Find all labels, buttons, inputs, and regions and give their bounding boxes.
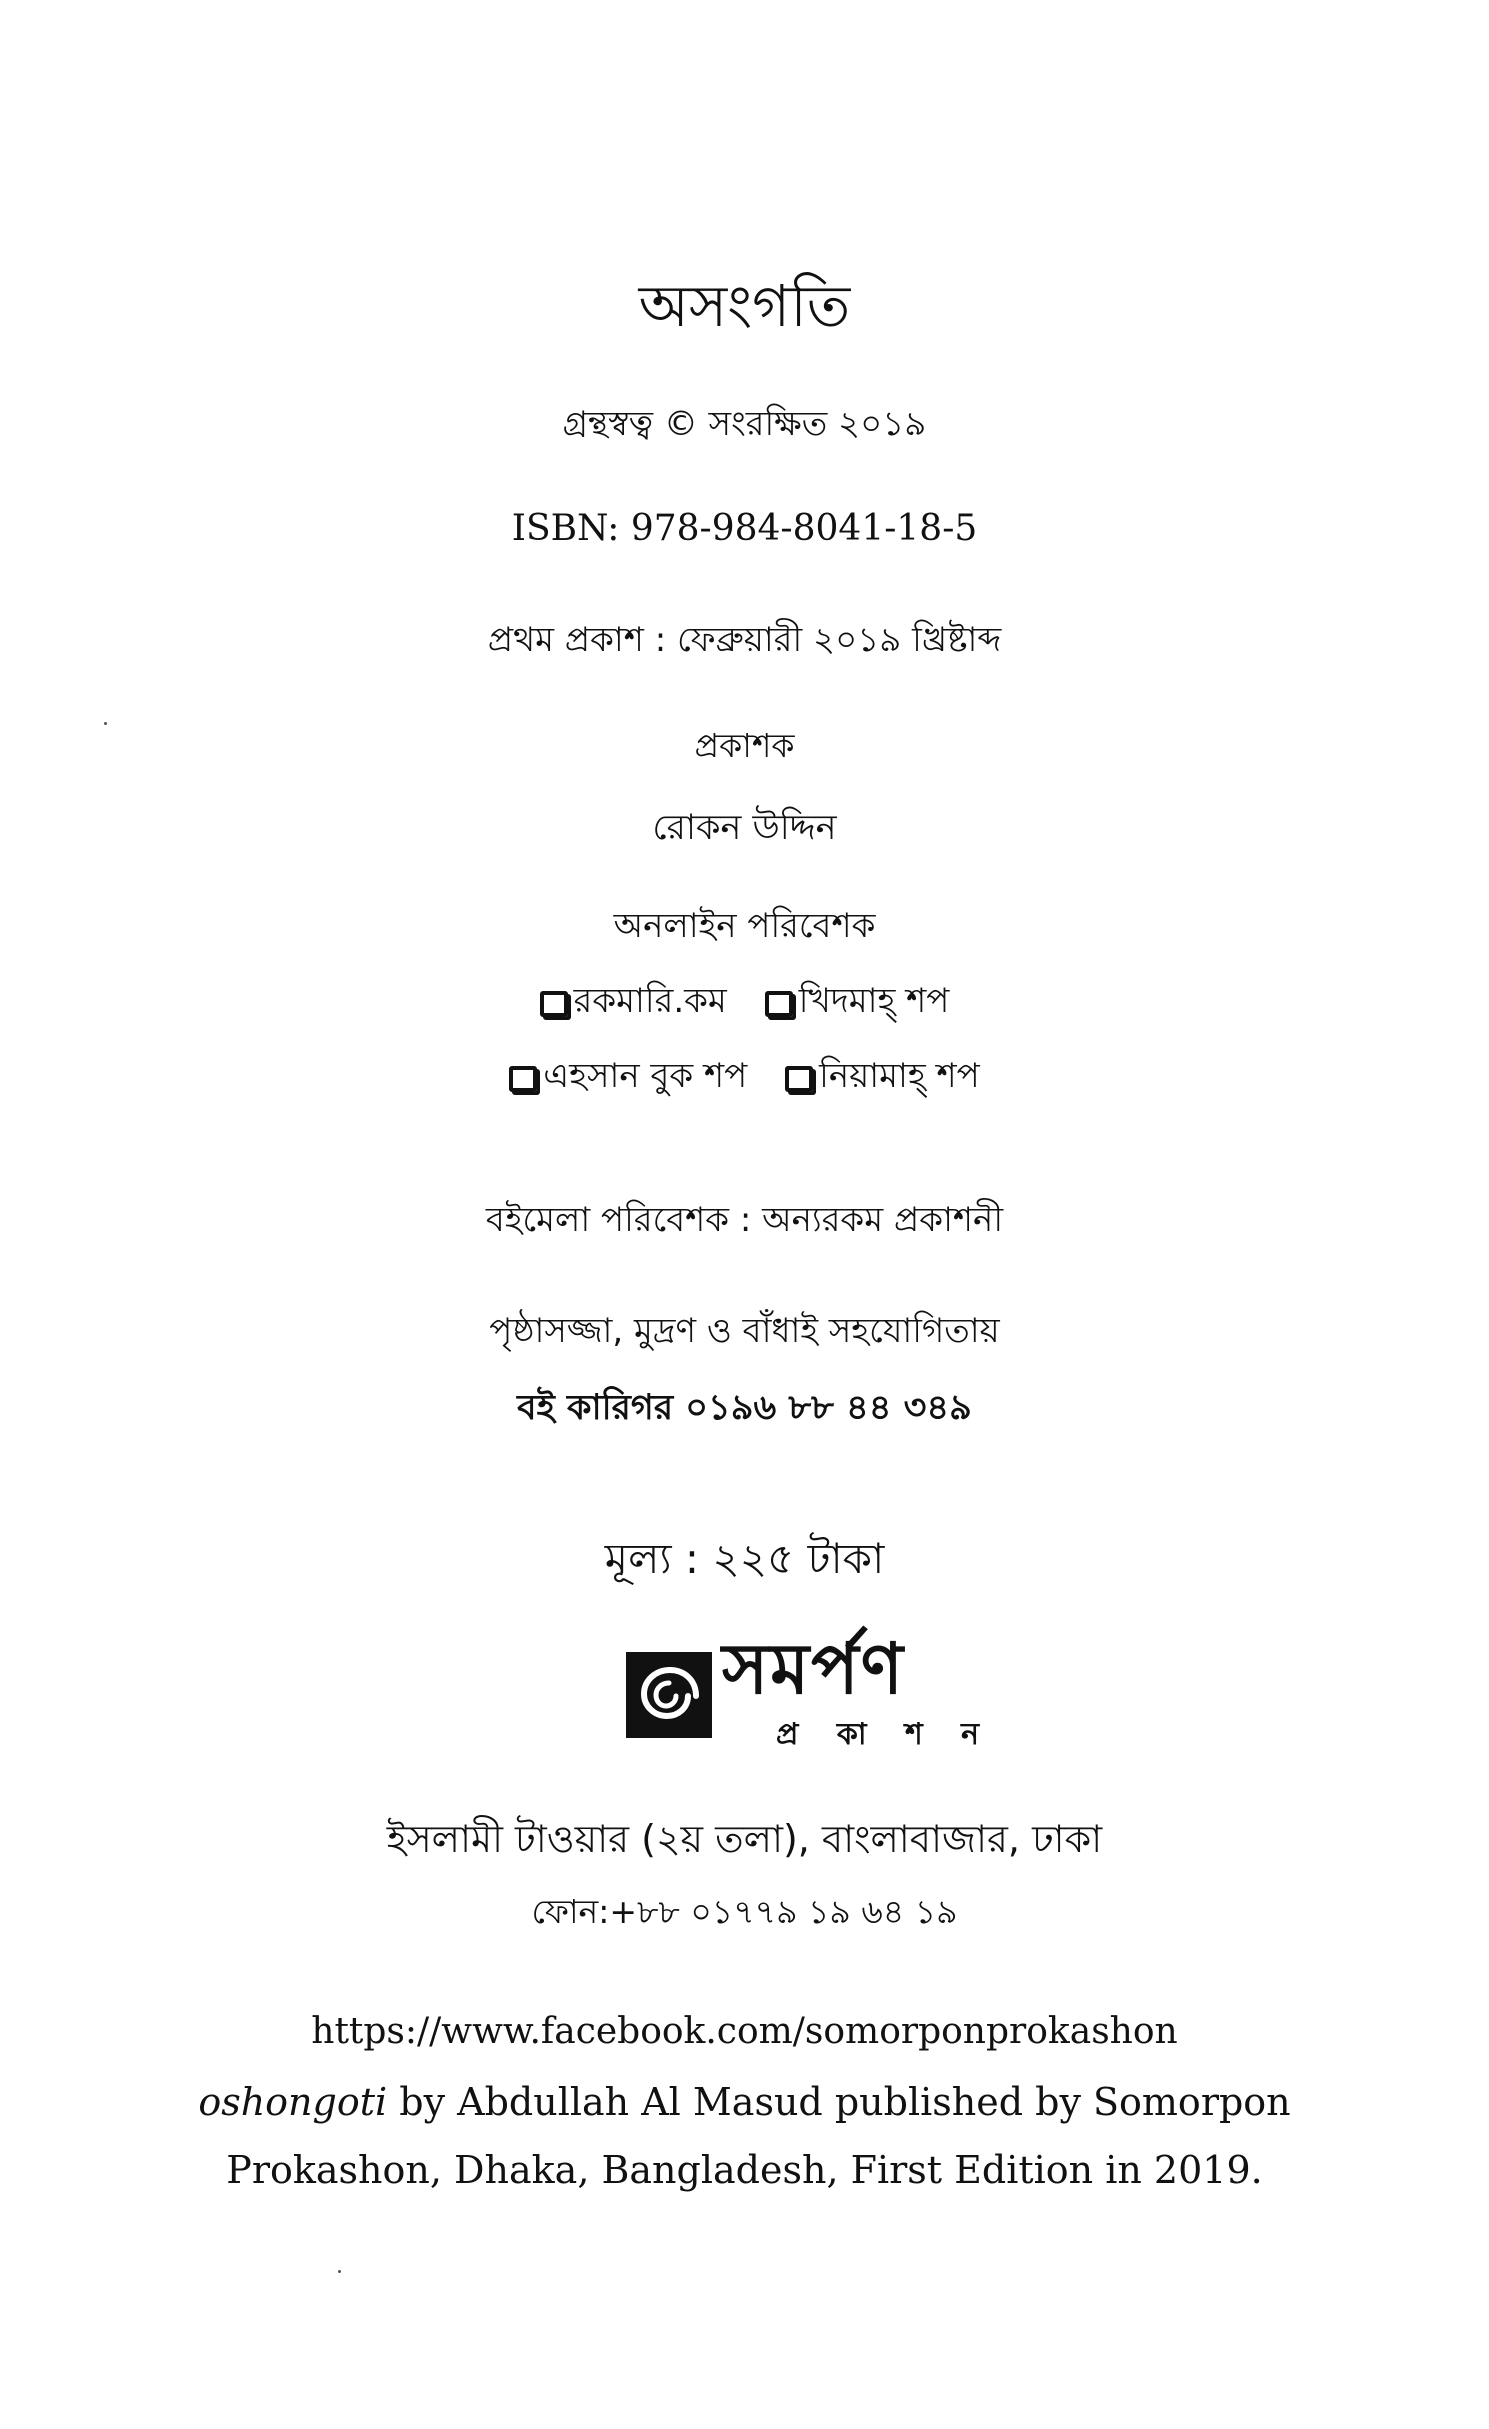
online-distributors-row-2 xyxy=(0,1050,1489,1107)
distributor-name: এহসান বুক শপ xyxy=(543,1056,748,1096)
copyright-line: গ্রন্থস্বত্ব © সংরক্ষিত ২০১৯ xyxy=(562,404,927,444)
book-fair-distributor: বইমেলা পরিবেশক : অন্যরকম প্রকাশনী xyxy=(485,1200,1004,1240)
credit-line-1 xyxy=(0,2080,1489,2124)
checkbox-icon xyxy=(540,991,568,1017)
book-title: অসংগতি xyxy=(638,272,851,340)
distributor-item xyxy=(509,1050,747,1107)
scan-speck xyxy=(104,722,107,725)
publisher-label: প্রকাশক xyxy=(694,726,795,765)
credit-line-1-rest: by Abdullah Al Masud published by Somorpon xyxy=(387,2080,1291,2124)
logo-name: সমর্পণ xyxy=(722,1628,905,1710)
publisher-address: ইসলামী টাওয়ার (২য় তলা), বাংলাবাজার, ঢাকা xyxy=(386,1817,1103,1861)
online-distributors-row-1 xyxy=(0,975,1489,1032)
distributor-name: খিদমাহ্ শপ xyxy=(798,981,950,1021)
publisher-phone: ফোন:+৮৮ ০১৭৭৯ ১৯ ৬৪ ১৯ xyxy=(531,1892,958,1931)
distributor-item xyxy=(765,975,950,1032)
publisher-logo xyxy=(626,1628,994,1752)
distributor-name: নিয়ামাহ্ শপ xyxy=(819,1056,980,1096)
online-distributors-label: অনলাইন পরিবেশক xyxy=(613,906,876,946)
checkbox-icon xyxy=(765,991,793,1017)
distributor-item xyxy=(785,1050,980,1107)
first-publication-line: প্রথম প্রকাশ : ফেব্রুয়ারী ২০১৯ খ্রিষ্টাব্দ xyxy=(487,620,1002,660)
facebook-url: https://www.facebook.com/somorponprokashon xyxy=(311,2011,1178,2052)
logo-subtitle: প্র কা শ ন xyxy=(776,1717,994,1752)
price-line: মূল্য : ২২৫ টাকা xyxy=(604,1534,885,1583)
production-contact: বই কারিগর ০১৯৬ ৮৮ ৪৪ ৩৪৯ xyxy=(517,1388,972,1428)
isbn-line: ISBN: 978-984-8041-18-5 xyxy=(511,508,978,549)
spiral-logo-icon xyxy=(626,1652,712,1738)
scan-speck xyxy=(338,2270,341,2273)
production-label: পৃষ্ঠাসজ্জা, মুদ্রণ ও বাঁধাই সহযোগিতায় xyxy=(489,1311,1000,1351)
checkbox-icon xyxy=(509,1066,537,1092)
publisher-name: রোকন উদ্দিন xyxy=(652,808,837,848)
credit-line-2: Prokashon, Dhaka, Bangladesh, First Edition in 2019. xyxy=(226,2148,1263,2192)
distributor-name: রকমারি.কম xyxy=(573,981,727,1021)
checkbox-icon xyxy=(785,1066,813,1092)
distributor-item xyxy=(540,975,727,1032)
credit-book-title: oshongoti xyxy=(198,2080,388,2124)
